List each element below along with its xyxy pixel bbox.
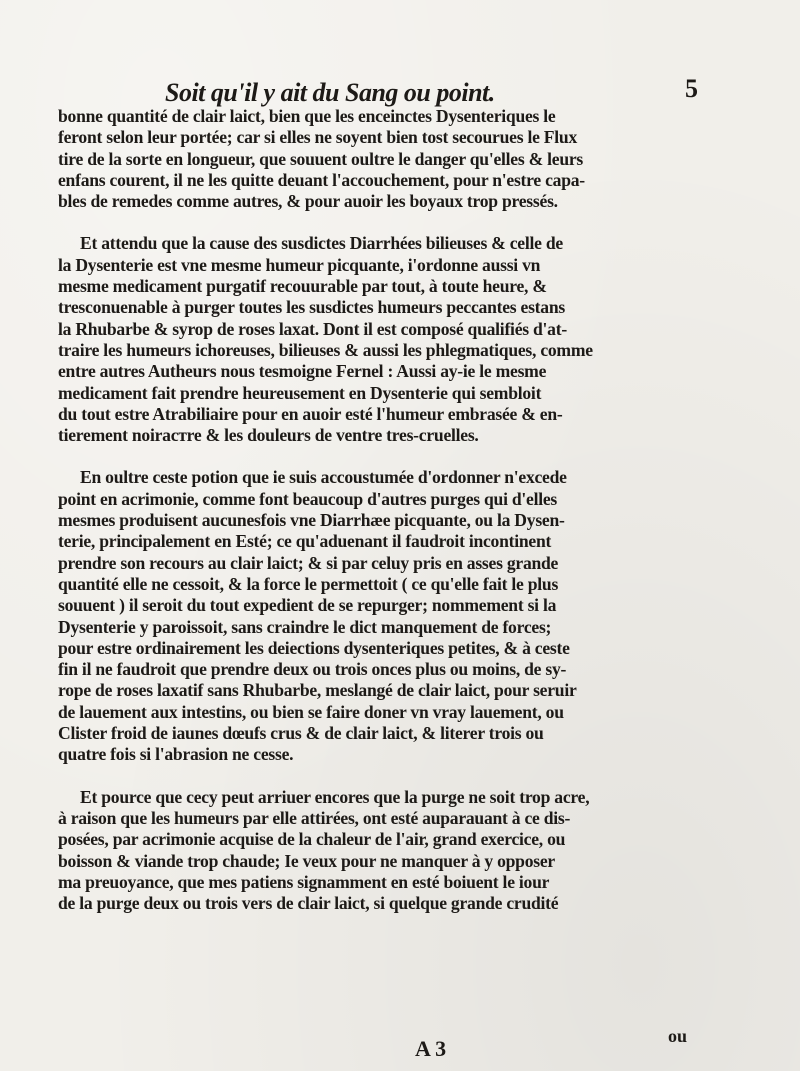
text-line: tire de la sorte en longueur, que souuent oultre le danger qu'elles & leurs: [58, 148, 584, 169]
text-line: bonne quantité de clair laict, bien que les enceinctes Dysenteriques le: [58, 106, 556, 126]
text-line: rope de roses laxatif sans Rhubarbe, meslangé de clair laict, pour seruir: [58, 680, 577, 701]
text-line: terie, principalement en Esté; ce qu'aduenant il faudroit incontinent: [58, 531, 552, 552]
text-line: entre autres Autheurs nous tesmoigne Fernel : Aussi ay-ie le mesme: [58, 361, 547, 382]
paragraph: [58, 233, 710, 446]
text-line: mesme medicament purgatif recouurable par tout, à toute heure, &: [58, 276, 547, 297]
text-line: Dysenterie y paroissoit, sans craindre le dict manquement de forces;: [58, 616, 552, 637]
catchword: ou: [668, 1026, 688, 1046]
paragraph: [58, 467, 710, 765]
text-line: quantité elle ne cessoit, & la force le permettoit ( ce qu'elle fait le plus: [58, 573, 559, 594]
paragraph-gap: [58, 766, 710, 787]
text-line: bles de remedes comme autres, & pour auoir les boyaux trop pressés.: [58, 191, 558, 212]
text-line: de lauement aux intestins, ou bien se faire doner vn vray lauement, ou: [58, 701, 564, 722]
paragraph-gap: [58, 212, 710, 233]
text-line: du tout estre Atrabiliaire pour en auoir esté l'humeur embrasée & en-: [58, 403, 563, 424]
text-line: Et attendu que la cause des susdictes Diarrhées bilieuses & celle de: [80, 233, 563, 254]
text-line: la Rhubarbe & syrop de roses laxat. Dont il est composé qualifiés d'at-: [58, 318, 567, 339]
text-line: traire les humeurs ichoreuses, bilieuses & aussi les phlegmatiques, comme: [58, 339, 593, 360]
text-line: feront selon leur portée; car si elles ne soyent bien tost secourues le Flux: [58, 127, 578, 148]
text-line: boisson & viande trop chaude; Ie veux pour ne manquer à y opposer: [58, 850, 555, 871]
text-line: la Dysenterie est vne mesme humeur picquante, i'ordonne aussi vn: [58, 254, 541, 275]
text-line: enfans courent, il ne les quitte deuant l'accouchement, pour n'estre capa-: [58, 169, 585, 190]
text-line: Et pource que cecy peut arriuer encores que la purge ne soit trop acre,: [80, 786, 590, 807]
signature-mark: A 3: [415, 1036, 447, 1061]
text-line: posées, par acrimonie acquise de la chaleur de l'air, grand exercice, ou: [58, 829, 566, 850]
text-line: ma preuoyance, que mes patiens signamment en esté boiuent le iour: [58, 871, 550, 892]
text-line: pour estre ordinairement les deiections dysenteriques petites, & à ceste: [58, 637, 570, 658]
running-title: Soit qu'il y ait du Sang ou point.: [165, 78, 495, 107]
text-line: medicament fait prendre heureusement en Dysenterie qui sembloit: [58, 382, 542, 403]
text-line: tresconuenable à purger toutes les susdictes humeurs peccantes estans: [58, 297, 565, 318]
text-line: prendre son recours au clair laict; & si par celuy pris en asses grande: [58, 552, 559, 573]
text-line: point en acrimonie, comme font beaucoup d'autres purges qui d'elles: [58, 488, 558, 509]
page-number: 5: [685, 74, 698, 103]
text-line: tierement noiraстre & les douleurs de ventre tres-cruelles.: [58, 425, 479, 446]
paragraph: [58, 106, 710, 212]
text-line: fin il ne faudroit que prendre deux ou trois onces plus ou moins, de sy-: [58, 659, 567, 680]
text-line: de la purge deux ou trois vers de clair laict, si quelque grande crudité: [58, 893, 559, 914]
text-line: mesmes produisent aucunesfois vne Diarrhæe picquante, ou la Dysen-: [58, 510, 565, 531]
text-line: souuent ) il seroit du tout expedient de se repurger; nommement si la: [58, 595, 557, 616]
paragraph: [58, 787, 710, 915]
text-line: Clister froid de iaunes dœufs crus & de clair laict, & literer trois ou: [58, 723, 544, 744]
text-line: quatre fois si l'abrasion ne cesse.: [58, 744, 294, 765]
text-line: En oultre ceste potion que ie suis accoustumée d'ordonner n'excede: [80, 467, 567, 488]
page-footer: [0, 1026, 800, 1064]
text-line: à raison que les humeurs par elle attirées, ont esté auparauant à ce dis-: [58, 807, 571, 828]
paragraph-gap: [58, 446, 710, 467]
body-text: [58, 106, 710, 914]
